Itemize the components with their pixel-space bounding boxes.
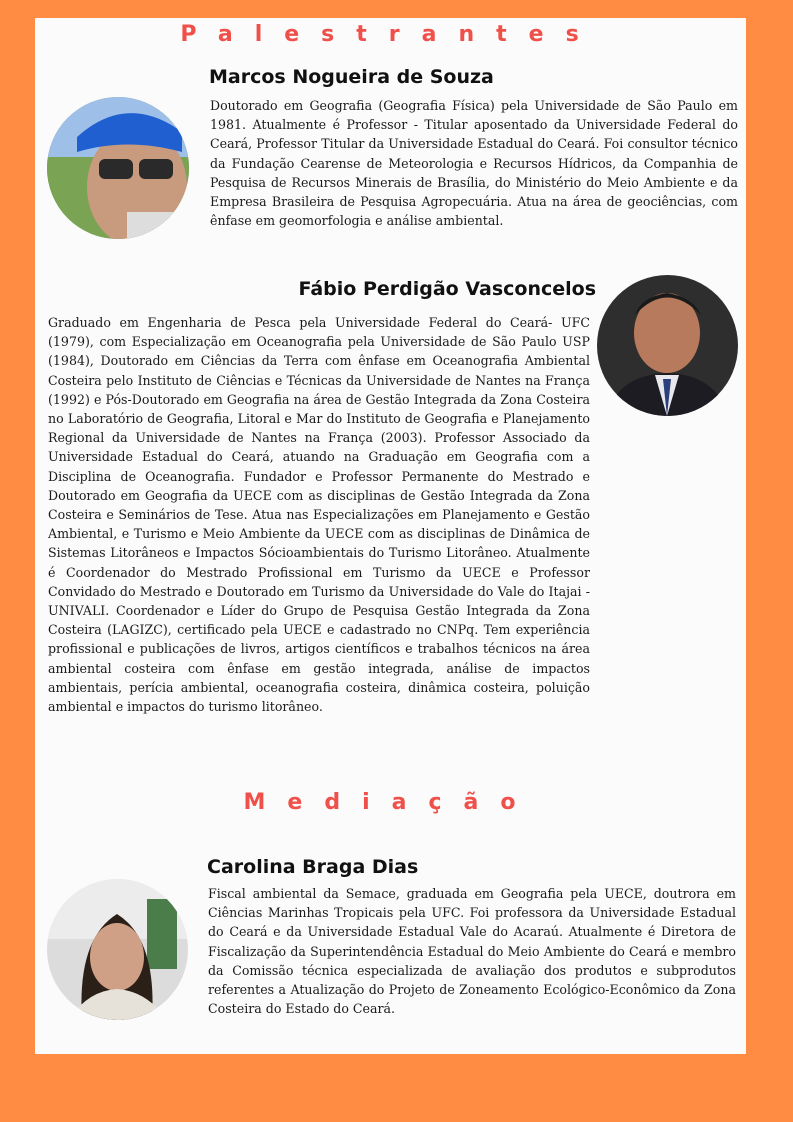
speakers-heading: Palestrantes	[180, 22, 601, 47]
speaker-bio: Graduado em Engenharia de Pesca pela Universidade Federal do Ceará- UFC (1979), com Especialização em Oceanografia pela Universidade de São Paulo USP (1984), Doutorado em Ciências da Terra com ênfase em Oceanografia Ambiental Costeira pelo Instituto de Ciências e Técnicas da Universidade de Nantes na França (1992) e Pós-Doutorado em Geografia na área de Gestão Integrada da Zona Costeira no Laboratório de Geografia, Litoral e Mar do Instituto de Geografia e Planejamento Regional da Universidade de Nantes na França (2003). Professor Associado da Universidade Estadual do Ceará, atuando na Graduação em Geografia com a Disciplina de Oceanografia. Fundador e Professor Permanente do Mestrado e Doutorado em Geografia da UECE com as disciplinas de Gestão Integrada da Zona Costeira e Seminários de Tese. Atua nas Especializações em Planejamento e Gestão Ambiental, e Turismo e Meio Ambiente da UECE com as disciplinas de Dinâmica de Sistemas Litorâneos e Impactos Sócioambientais do Turismo Litorâneo. Atualmente é Coordenador do Mestrado Profissional em Turismo da UECE e Professor Convidado do Mestrado e Doutorado em Turismo da Universidade do Vale do Itajai - UNIVALI. Coordenador e Líder do Grupo de Pesquisa Gestão Integrada da Zona Costeira (LAGIZC), certificado pela UECE e cadastrado no CNPq. Tem experiência profissional e publicações de livros, artigos científicos e trabalhos técnicos na área ambiental costeira com ênfase em gestão integrada, análise de impactos ambientais, perícia ambiental, oceanografia costeira, dinâmica costeira, poluição ambiental e impactos do turismo litorâneo.	[48, 315, 590, 715]
poster-sheet	[35, 18, 746, 1054]
speaker-name: Marcos Nogueira de Souza	[209, 66, 494, 88]
speaker-bio: Doutorado em Geografia (Geografia Física) pela Universidade de São Paulo em 1981. Atualmente é Professor - Titular aposentado da Universidade Federal do Ceará, Professor Titular da Universidade Estadual do Ceará. Foi consultor técnico da Fundação Cearense de Meteorologia e Recursos Hídricos, da Companhia de Pesquisa de Recursos Minerais de Brasília, do Ministério do Meio Ambiente e da Empresa Brasileira de Pesquisa Agropecuária. Atua na área de geociências, com ênfase em geomorfologia e análise ambiental.	[210, 98, 738, 229]
mediator-bio: Fiscal ambiental da Semace, graduada em Geografia pela UECE, doutrora em Ciências Marinhas Tropicais pela UFC. Foi professora da Universidade Estadual do Ceará e da Universidade Estadual Vale do Acaraú. Atualmente é Diretora de Fiscalização da Superintendência Estadual do Meio Ambiente do Ceará e membro da Comissão técnica especializada de avaliação dos produtos e subprodutos referentes a Atualização do Projeto de Zoneamento Ecológico-Econômico da Zona Costeira do Estado do Ceará.	[208, 886, 736, 1017]
speaker-photo-marcos	[47, 97, 189, 239]
speaker-name: Fábio Perdigão Vasconcelos	[298, 278, 596, 300]
mediator-name: Carolina Braga Dias	[207, 856, 419, 878]
mediation-heading: Mediação	[243, 790, 538, 815]
speaker-photo-fabio	[597, 275, 738, 416]
mediator-photo	[47, 879, 188, 1020]
